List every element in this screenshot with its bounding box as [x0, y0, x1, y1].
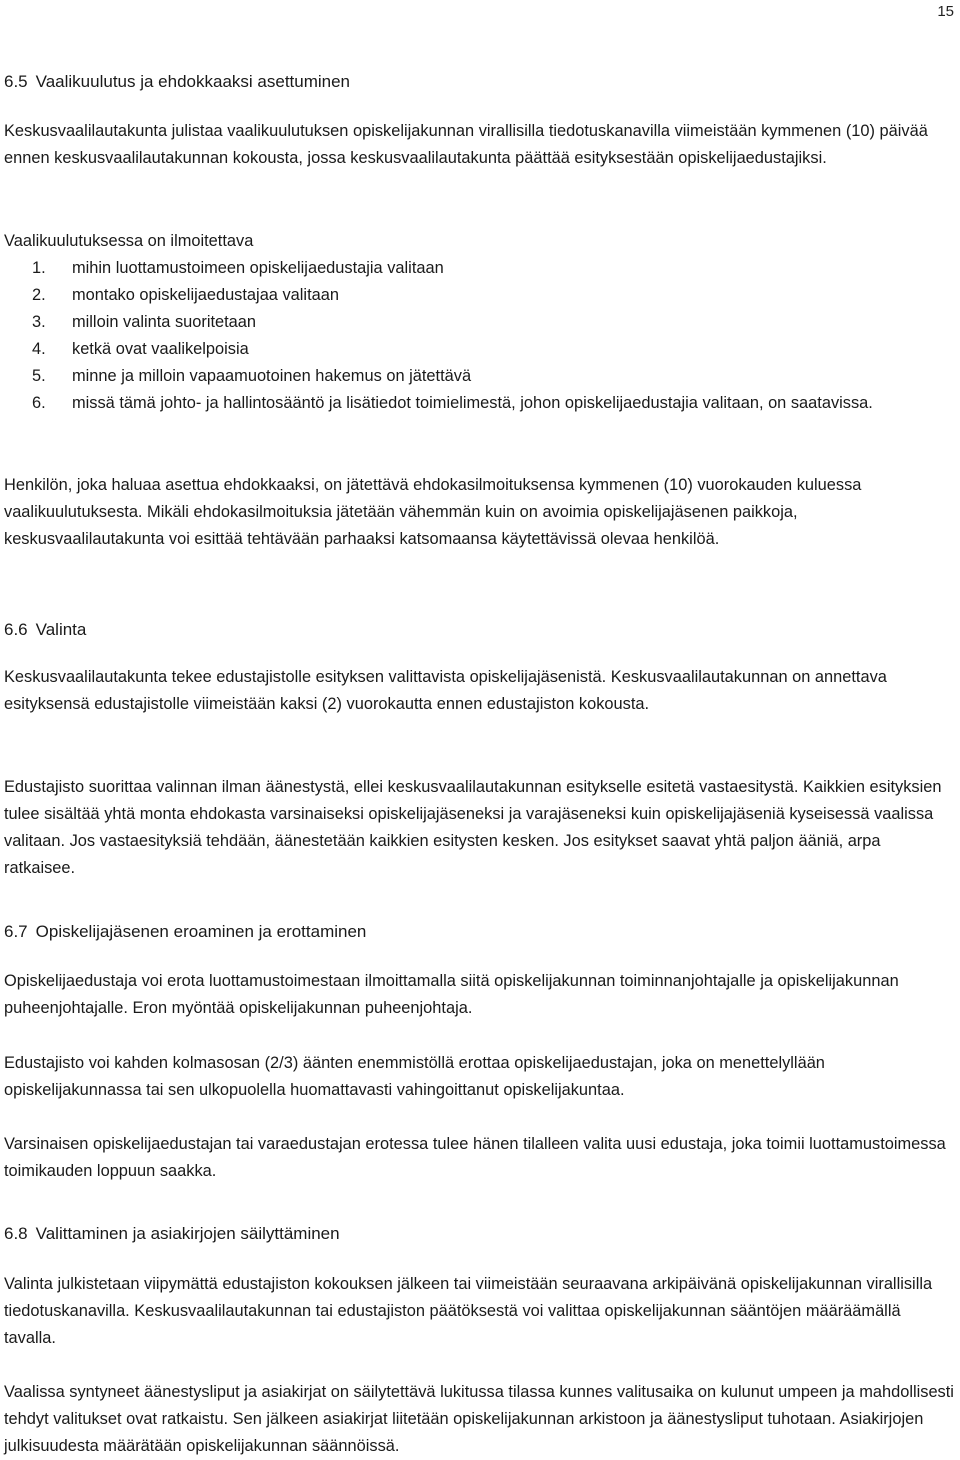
- section-heading: [4, 918, 954, 945]
- section-heading: [4, 68, 954, 95]
- body-paragraph: Varsinaisen opiskelijaedustajan tai varaedustajan erotessa tulee hänen tilalleen valita uusi edustaja, joka toimii luottamustoimessa toimikauden loppuun saakka.: [4, 1135, 946, 1180]
- list-item-text: mihin luottamustoimeen opiskelijaedustajia valitaan: [72, 259, 444, 277]
- list-item: [32, 336, 954, 363]
- section-title: Vaalikuulutus ja ehdokkaaksi asettuminen: [35, 72, 351, 91]
- list-item-text: montako opiskelijaedustajaa valitaan: [72, 286, 339, 304]
- body-paragraph: Keskusvaalilautakunta julistaa vaalikuulutuksen opiskelijakunnan virallisilla tiedotuskanavilla viimeistään kymmenen (10) päivää ennen keskusvaalilautakunnan kokousta, jossa keskusvaalilautakunta päättää esityksestään opiskelijaedustajiksi.: [4, 122, 928, 167]
- list-item: [32, 363, 954, 390]
- list-intro: Vaalikuulutuksessa on ilmoitettava: [4, 232, 254, 250]
- list-item: [32, 390, 954, 417]
- list-marker: 4.: [32, 340, 46, 358]
- section-6-8: [4, 1220, 954, 1247]
- section-6-5-paragraph: [4, 118, 954, 172]
- body-paragraph: Henkilön, joka haluaa asettua ehdokkaaksi, on jätettävä ehdokasilmoituksensa kymmenen (10) vuorokauden kuluessa vaalikuulutuksesta. Mikäli ehdokasilmoituksia jätetään vähemmän kuin on avoimia opiskelijajäsenen paikkoja, keskusvaalilautakunta voi esittää tehtävään parhaaksi katsomaansa käytettävissä olevaa henkilöä.: [4, 476, 862, 548]
- list-marker: 3.: [32, 313, 46, 331]
- list-marker: 2.: [32, 286, 46, 304]
- section-number: 6.5: [4, 72, 28, 91]
- body-paragraph: Edustajisto suorittaa valinnan ilman äänestystä, ellei keskusvaalilautakunnan esitykselle esitetä vastaesitystä. Kaikkien esityksien tulee sisältää yhtä monta ehdokasta varsinaiseksi opiskelijajäseneksi ja varajäseneksi kuin opiskelijajäseniä kyseisessä vaalissa valitaan. Jos vastaesityksiä tehdään, äänestetään kaikkien esitysten kesken. Jos esitykset saavat yhtä paljon ääniä, arpa ratkaisee.: [4, 778, 942, 877]
- list-item: [32, 282, 954, 309]
- section-title: Opiskelijajäsenen eroaminen ja erottaminen: [35, 922, 367, 941]
- list-item-text: milloin valinta suoritetaan: [72, 313, 257, 331]
- list-marker: 6.: [32, 394, 46, 412]
- section-number: 6.6: [4, 620, 28, 639]
- section-6-7-paragraph-3: [4, 1131, 954, 1185]
- list-item: [32, 309, 954, 336]
- list-marker: 5.: [32, 367, 46, 385]
- section-6-7-paragraph-1: [4, 968, 954, 1022]
- section-6-7-paragraph-2: [4, 1050, 954, 1104]
- list-marker: 1.: [32, 259, 46, 277]
- section-6-5-list: [4, 228, 954, 417]
- list-item-text: missä tämä johto- ja hallintosääntö ja lisätiedot toimielimestä, johon opiskelijaedustajia valitaan, on saatavissa.: [72, 394, 873, 412]
- section-6-6: [4, 616, 954, 643]
- list-item-text: ketkä ovat vaalikelpoisia: [72, 340, 249, 358]
- section-heading: [4, 1220, 954, 1247]
- body-paragraph: Keskusvaalilautakunta tekee edustajistolle esityksen valittavista opiskelijajäsenistä. Keskusvaalilautakunnan on annettava esityksensä edustajistolle viimeistään kaksi (2) vuorokautta ennen edustajiston kokousta.: [4, 668, 887, 713]
- body-paragraph: Vaalissa syntyneet äänestysliput ja asiakirjat on säilytettävä lukitussa tilassa kunnes valitusaika on kulunut umpeen ja mahdollisesti tehdyt valitukset ovat ratkaistu. Sen jälkeen asiakirjat liitetään opiskelijakunnan arkistoon ja äänestysliput tuhotaan. Asiakirjojen julkisuudesta määrätään opiskelijakunnan säännöissä.: [4, 1383, 954, 1455]
- section-6-5-after-list: [4, 472, 954, 553]
- section-6-5: [4, 68, 954, 95]
- page-number: 15: [937, 3, 954, 20]
- section-number: 6.8: [4, 1224, 28, 1243]
- list-item-text: minne ja milloin vapaamuotoinen hakemus on jätettävä: [72, 367, 472, 385]
- section-title: Valinta: [35, 620, 87, 639]
- body-paragraph: Valinta julkistetaan viipymättä edustajiston kokouksen jälkeen tai viimeistään seuraavana arkipäivänä opiskelijakunnan virallisilla tiedotuskanavilla. Keskusvaalilautakunnan tai edustajiston päätöksestä voi valittaa opiskelijakunnan sääntöjen määräämällä tavalla.: [4, 1275, 933, 1347]
- section-6-8-paragraph-1: [4, 1271, 954, 1352]
- announcement-requirements-list: [4, 255, 954, 417]
- section-heading: [4, 616, 954, 643]
- section-6-6-paragraph-2: [4, 774, 954, 882]
- section-6-8-paragraph-2: [4, 1379, 954, 1460]
- section-6-7: [4, 918, 954, 945]
- body-paragraph: Edustajisto voi kahden kolmasosan (2/3) äänten enemmistöllä erottaa opiskelijaedustajan, joka on menettelyllään opiskelijakunnassa tai sen ulkopuolella huomattavasti vahingoittanut opiskelijakuntaa.: [4, 1054, 825, 1099]
- section-number: 6.7: [4, 922, 28, 941]
- section-title: Valittaminen ja asiakirjojen säilyttäminen: [35, 1224, 340, 1243]
- list-item: [32, 255, 954, 282]
- body-paragraph: Opiskelijaedustaja voi erota luottamustoimestaan ilmoittamalla siitä opiskelijakunnan toiminnanjohtajalle ja opiskelijakunnan puheenjohtajalle. Eron myöntää opiskelijakunnan puheenjohtaja.: [4, 972, 899, 1017]
- section-6-6-paragraph-1: [4, 664, 954, 718]
